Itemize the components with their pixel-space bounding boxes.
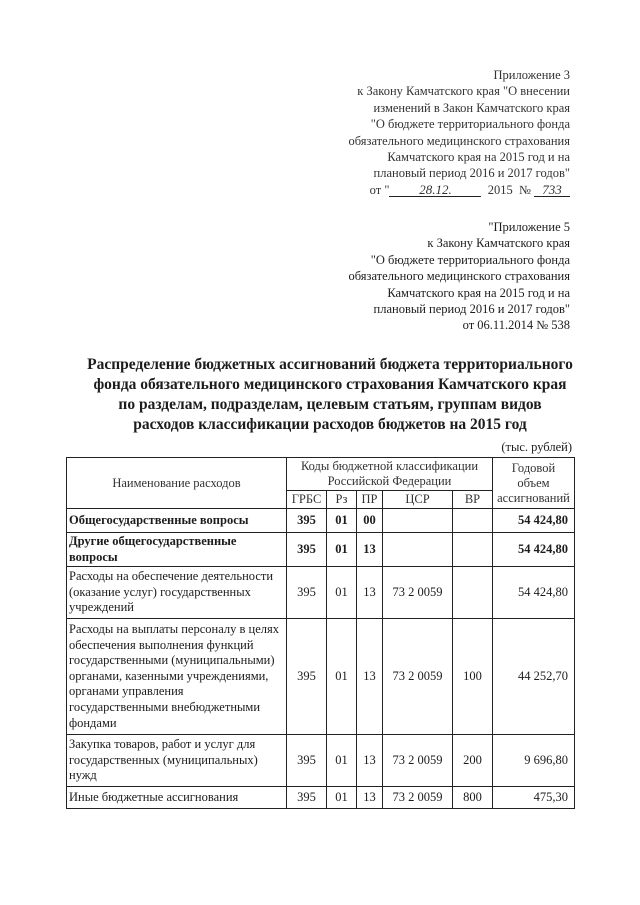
row-amount: 9 696,80 — [493, 735, 575, 787]
law-number-handwritten: 733 — [534, 183, 570, 197]
row-rz: 01 — [327, 533, 357, 567]
date-day-handwritten: 28.12. — [389, 183, 481, 197]
row-rz: 01 — [327, 735, 357, 787]
number-sign: № — [518, 182, 531, 197]
row-grbs: 395 — [287, 735, 327, 787]
row-grbs: 395 — [287, 567, 327, 619]
annex-previous-header — [250, 219, 570, 334]
row-amount: 44 252,70 — [493, 619, 575, 735]
row-amount: 54 424,80 — [493, 509, 575, 533]
row-csr: 73 2 0059 — [383, 735, 453, 787]
row-rz: 01 — [327, 509, 357, 533]
row-vr — [453, 533, 493, 567]
annex-line: изменений в Закон Камчатского края — [373, 100, 570, 115]
row-pr: 13 — [357, 735, 383, 787]
title-line: расходов классификации расходов бюджетов на 2015 год — [133, 416, 527, 433]
annex-line: Камчатского края на 2015 год и на — [387, 285, 570, 300]
row-csr — [383, 533, 453, 567]
title-line: Распределение бюджетных ассигнований бюджета территориального — [87, 356, 573, 373]
date-year: 2015 — [487, 182, 513, 197]
row-csr: 73 2 0059 — [383, 787, 453, 809]
row-name: Общегосударственные вопросы — [67, 509, 287, 533]
row-grbs: 395 — [287, 509, 327, 533]
row-rz: 01 — [327, 567, 357, 619]
row-pr: 13 — [357, 567, 383, 619]
header-codes: Коды бюджетной классификации Российской Федерации — [287, 458, 493, 491]
row-name: Другие общегосударственные вопросы — [67, 533, 287, 567]
annex-line: от 06.11.2014 № 538 — [462, 318, 570, 333]
row-name: Расходы на обеспечение деятельности (оказание услуг) государственных учреждений — [67, 567, 287, 619]
annex-line: Приложение 3 — [493, 68, 570, 82]
row-pr: 00 — [357, 509, 383, 533]
row-amount: 475,30 — [493, 787, 575, 809]
annex-line: обязательного медицинского страхования — [348, 269, 570, 284]
subheader-rz: Рз — [327, 491, 357, 509]
row-rz: 01 — [327, 787, 357, 809]
units-label: (тыс. рублей) — [501, 440, 572, 454]
title-line: по разделам, подразделам, целевым статьям, группам видов — [118, 396, 542, 413]
annex-current-header — [250, 67, 570, 198]
annex-line: плановый период 2016 и 2017 годов" — [373, 302, 570, 317]
row-name: Расходы на выплаты персоналу в целях обеспечения выполнения функций государственными (муниципальными) органами, казенными учреждениями, органами управления государственными внебюджетными фондами — [67, 619, 287, 735]
subheader-pr: ПР — [357, 491, 383, 509]
annex-line: обязательного медицинского страхования — [348, 133, 570, 148]
annex-line: к Закону Камчатского края — [427, 236, 570, 251]
title-line: фонда обязательного медицинского страхования Камчатского края — [93, 376, 567, 393]
table-row — [67, 567, 575, 619]
row-vr — [453, 567, 493, 619]
row-csr: 73 2 0059 — [383, 619, 453, 735]
row-csr — [383, 509, 453, 533]
row-vr: 100 — [453, 619, 493, 735]
annex-line: "О бюджете территориального фонда — [370, 117, 570, 132]
row-amount: 54 424,80 — [493, 533, 575, 567]
header-name: Наименование расходов — [67, 458, 287, 509]
row-vr: 800 — [453, 787, 493, 809]
table-row — [67, 533, 575, 567]
annex-line: "О бюджете территориального фонда — [370, 252, 570, 267]
table-row — [67, 787, 575, 809]
row-name: Иные бюджетные ассигнования — [67, 787, 287, 809]
row-name: Закупка товаров, работ и услуг для государственных (муниципальных) нужд — [67, 735, 287, 787]
subheader-grbs: ГРБС — [287, 491, 327, 509]
row-vr: 200 — [453, 735, 493, 787]
annex-date-line — [250, 182, 570, 198]
row-csr: 73 2 0059 — [383, 567, 453, 619]
subheader-csr: ЦСР — [383, 491, 453, 509]
table-row — [67, 509, 575, 533]
table-row — [67, 735, 575, 787]
row-pr: 13 — [357, 533, 383, 567]
row-grbs: 395 — [287, 533, 327, 567]
row-grbs: 395 — [287, 619, 327, 735]
row-vr — [453, 509, 493, 533]
annex-line: к Закону Камчатского края "О внесении — [357, 84, 570, 99]
annex-line: Камчатского края на 2015 год и на — [387, 150, 570, 165]
row-amount: 54 424,80 — [493, 567, 575, 619]
annex-line: "Приложение 5 — [488, 220, 570, 234]
annex-line: плановый период 2016 и 2017 годов" — [373, 166, 570, 181]
header-amount: Годовой объем ассигнований — [493, 458, 575, 509]
date-prefix: от " — [369, 182, 390, 197]
table-row — [67, 619, 575, 735]
row-grbs: 395 — [287, 787, 327, 809]
budget-table — [66, 457, 575, 809]
document-title — [70, 355, 590, 435]
subheader-vr: ВР — [453, 491, 493, 509]
row-rz: 01 — [327, 619, 357, 735]
row-pr: 13 — [357, 619, 383, 735]
row-pr: 13 — [357, 787, 383, 809]
